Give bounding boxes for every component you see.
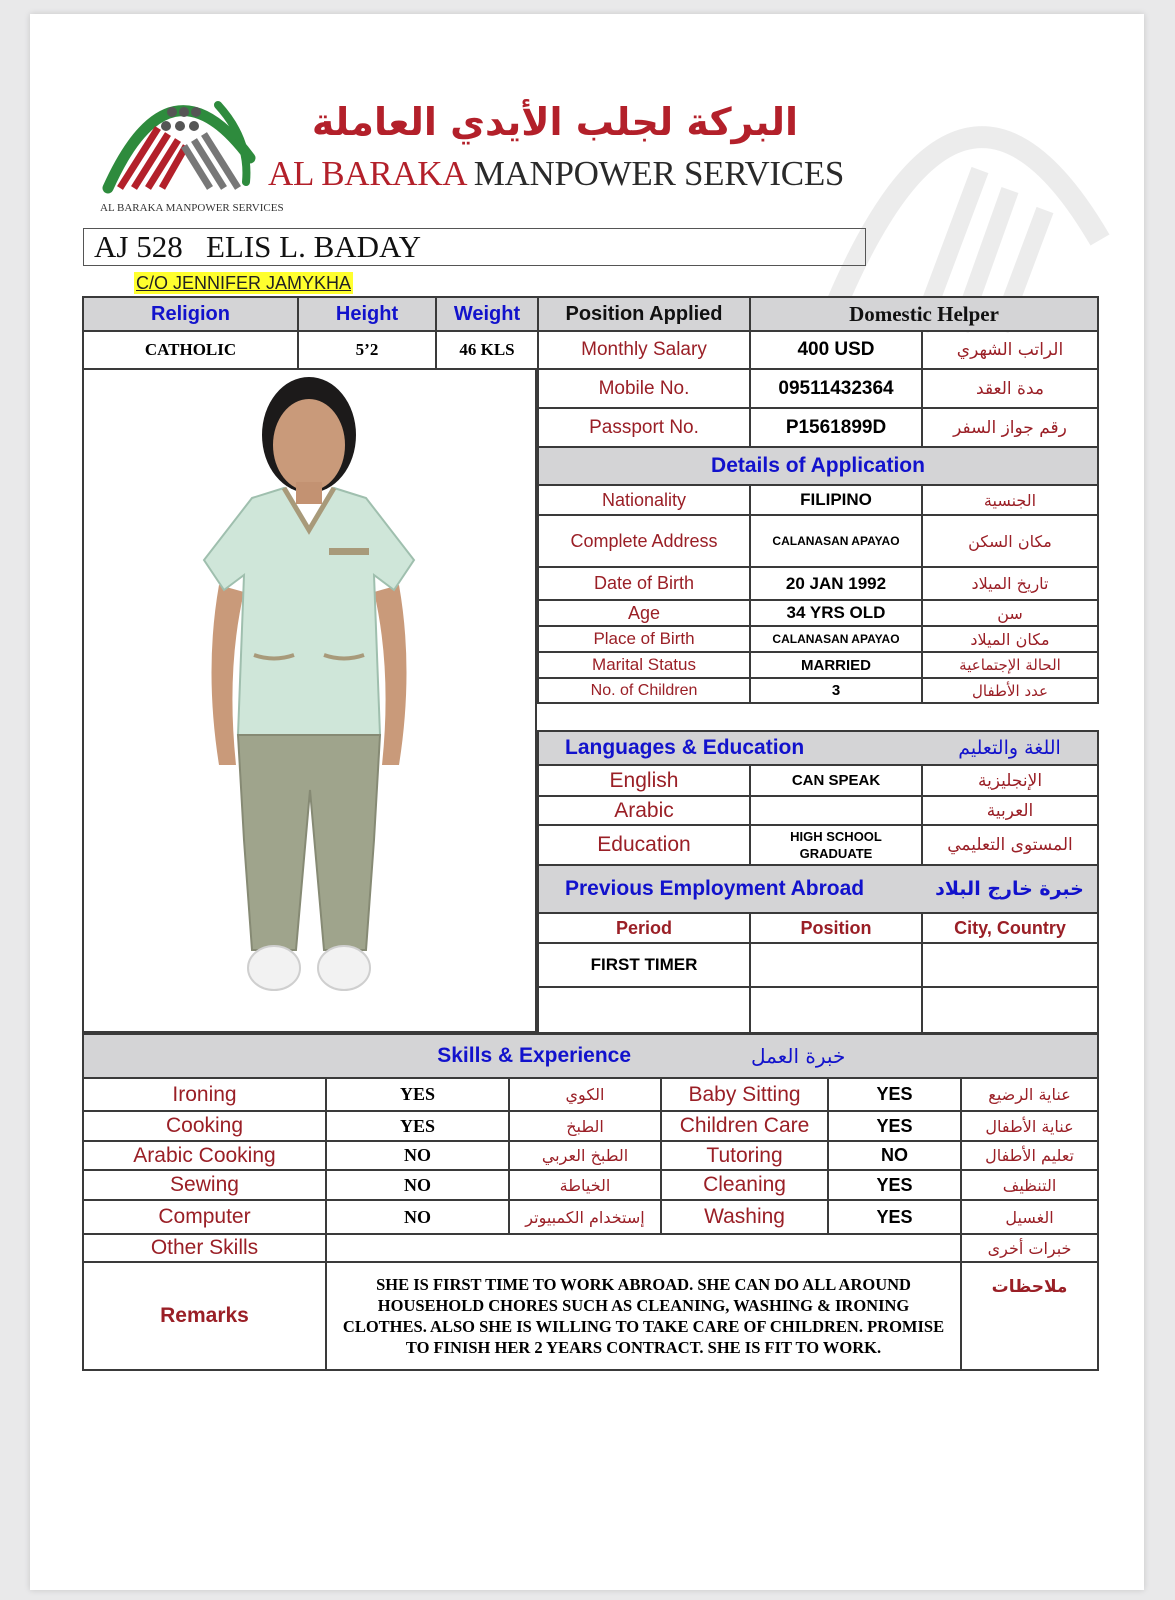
skill-sewing-value: NO <box>326 1170 509 1200</box>
mobile-value: 09511432364 <box>750 369 922 408</box>
photo-frame <box>82 370 537 1033</box>
mobile-arabic: مدة العقد <box>922 369 1098 408</box>
applicant-name-box <box>83 228 866 266</box>
dob-label: Date of Birth <box>538 567 750 600</box>
skill-baby-sitting-label: Baby Sitting <box>661 1078 828 1111</box>
arabic-arabic: العربية <box>922 796 1098 825</box>
nationality-label: Nationality <box>538 485 750 515</box>
languages-title: Languages & Education <box>538 731 922 765</box>
age-label: Age <box>538 600 750 626</box>
skill-cleaning-value: YES <box>828 1170 961 1200</box>
city-country-header: City, Country <box>922 913 1098 943</box>
english-arabic: الإنجليزية <box>922 765 1098 796</box>
applicant-photo <box>84 370 535 1031</box>
address-value: CALANASAN APAYAO <box>750 515 922 567</box>
skill-arabic-cooking-label: Arabic Cooking <box>83 1141 326 1170</box>
skill-tutoring-label: Tutoring <box>661 1141 828 1170</box>
address-arabic: مكان السكن <box>922 515 1098 567</box>
skill-row <box>83 1078 1098 1111</box>
skills-title: Skills & Experience <box>83 1034 661 1078</box>
skill-ironing-label: Ironing <box>83 1078 326 1111</box>
company-caption: AL BARAKA MANPOWER SERVICES <box>100 202 284 214</box>
skill-baby-sitting-value: YES <box>828 1078 961 1111</box>
employment-position-2 <box>750 987 922 1033</box>
skill-ironing-arabic: الكوي <box>509 1078 661 1111</box>
dob-arabic: تاريخ الميلاد <box>922 567 1098 600</box>
weight-value: 46 KLS <box>436 331 538 369</box>
company-name-arabic: البركة لجلب الأيدي العاملة <box>311 100 798 144</box>
religion-value: CATHOLIC <box>83 331 298 369</box>
skill-children-care-value: YES <box>828 1111 961 1141</box>
height-header: Height <box>298 297 436 331</box>
basic-info-table <box>82 296 539 370</box>
skill-computer-value: NO <box>326 1200 509 1234</box>
skill-baby-sitting-arabic: عناية الرضيع <box>961 1078 1098 1111</box>
pob-arabic: مكان الميلاد <box>922 626 1098 652</box>
pob-label: Place of Birth <box>538 626 750 652</box>
dob-value: 20 JAN 1992 <box>750 567 922 600</box>
english-value: CAN SPEAK <box>750 765 922 796</box>
children-arabic: عدد الأطفال <box>922 678 1098 703</box>
skill-tutoring-value: NO <box>828 1141 961 1170</box>
employment-period-2 <box>538 987 750 1033</box>
languages-title-arabic: اللغة والتعليم <box>922 731 1098 765</box>
skill-washing-label: Washing <box>661 1200 828 1234</box>
skill-cooking-label: Cooking <box>83 1111 326 1141</box>
position-applied-value: Domestic Helper <box>750 297 1098 331</box>
passport-value: P1561899D <box>750 408 922 447</box>
period-header: Period <box>538 913 750 943</box>
skill-ironing-value: YES <box>326 1078 509 1111</box>
skill-row <box>83 1141 1098 1170</box>
children-label: No. of Children <box>538 678 750 703</box>
pob-value: CALANASAN APAYAO <box>750 626 922 652</box>
skill-sewing-label: Sewing <box>83 1170 326 1200</box>
company-logo-icon <box>100 70 260 195</box>
employment-position-1 <box>750 943 922 987</box>
education-value: HIGH SCHOOL GRADUATE <box>750 825 922 865</box>
skill-row <box>83 1170 1098 1200</box>
skills-title-arabic: خبرة العمل <box>661 1034 1098 1078</box>
salary-value: 400 USD <box>750 331 922 369</box>
education-label: Education <box>538 825 750 865</box>
position-header: Position <box>750 913 922 943</box>
nationality-value: FILIPINO <box>750 485 922 515</box>
age-value: 34 YRS OLD <box>750 600 922 626</box>
skill-sewing-arabic: الخياطة <box>509 1170 661 1200</box>
languages-table <box>537 730 1099 1034</box>
marital-arabic: الحالة الإجتماعية <box>922 652 1098 678</box>
employment-city-1 <box>922 943 1098 987</box>
skill-computer-label: Computer <box>83 1200 326 1234</box>
marital-label: Marital Status <box>538 652 750 678</box>
employment-city-2 <box>922 987 1098 1033</box>
marital-value: MARRIED <box>750 652 922 678</box>
remarks-text: SHE IS FIRST TIME TO WORK ABROAD. SHE CAN DO ALL AROUND HOUSEHOLD CHORES SUCH AS CLEANING, WASHING & IRONING CLOTHES. ALSO SHE IS WILLING TO TAKE CARE OF CHILDREN. PROMISE TO FINISH HER 2 YEARS CONTRACT. SHE IS FIT TO WORK. <box>326 1262 961 1370</box>
passport-arabic: رقم جواز السفر <box>922 408 1098 447</box>
employment-title: Previous Employment Abroad <box>538 865 922 913</box>
skill-row <box>83 1111 1098 1141</box>
skill-children-care-label: Children Care <box>661 1111 828 1141</box>
skill-cleaning-label: Cleaning <box>661 1170 828 1200</box>
age-arabic: سن <box>922 600 1098 626</box>
remarks-label: Remarks <box>83 1262 326 1370</box>
skill-cleaning-arabic: التنظيف <box>961 1170 1098 1200</box>
company-name-english: AL BARAKA MANPOWER SERVICES <box>268 154 845 193</box>
details-title: Details of Application <box>538 447 1098 485</box>
other-skills-arabic: خبرات أخرى <box>961 1234 1098 1262</box>
english-label: English <box>538 765 750 796</box>
skill-arabic-cooking-arabic: الطبخ العربي <box>509 1141 661 1170</box>
weight-header: Weight <box>436 297 538 331</box>
nationality-arabic: الجنسية <box>922 485 1098 515</box>
employment-period-1: FIRST TIMER <box>538 943 750 987</box>
position-applied-label: Position Applied <box>538 297 750 331</box>
salary-arabic: الراتب الشهري <box>922 331 1098 369</box>
religion-header: Religion <box>83 297 298 331</box>
skill-cooking-arabic: الطبخ <box>509 1111 661 1141</box>
skill-arabic-cooking-value: NO <box>326 1141 509 1170</box>
applicant-name: ELIS L. BADAY <box>205 229 421 264</box>
height-value: 5’2 <box>298 331 436 369</box>
passport-label: Passport No. <box>538 408 750 447</box>
other-skills-value <box>326 1234 961 1262</box>
skill-children-care-arabic: عناية الأطفال <box>961 1111 1098 1141</box>
skill-washing-arabic: الغسيل <box>961 1200 1098 1234</box>
employment-title-arabic: خبرة خارج البلاد <box>922 865 1098 913</box>
remarks-arabic: ملاحظات <box>961 1262 1098 1370</box>
other-skills-label: Other Skills <box>83 1234 326 1262</box>
arabic-label: Arabic <box>538 796 750 825</box>
care-of-label: C/O JENNIFER JAMYKHA <box>136 273 352 293</box>
skill-washing-value: YES <box>828 1200 961 1234</box>
skill-row <box>83 1200 1098 1234</box>
skill-computer-arabic: إستخدام الكمبيوتر <box>509 1200 661 1234</box>
skills-table <box>82 1033 1099 1371</box>
mobile-label: Mobile No. <box>538 369 750 408</box>
skill-cooking-value: YES <box>326 1111 509 1141</box>
position-table <box>537 296 1099 704</box>
address-label: Complete Address <box>538 515 750 567</box>
applicant-reference: AJ 528 <box>94 229 183 264</box>
watermark-logo <box>810 40 1110 340</box>
education-arabic: المستوى التعليمي <box>922 825 1098 865</box>
children-value: 3 <box>750 678 922 703</box>
skill-tutoring-arabic: تعليم الأطفال <box>961 1141 1098 1170</box>
salary-label: Monthly Salary <box>538 331 750 369</box>
arabic-value <box>750 796 922 825</box>
